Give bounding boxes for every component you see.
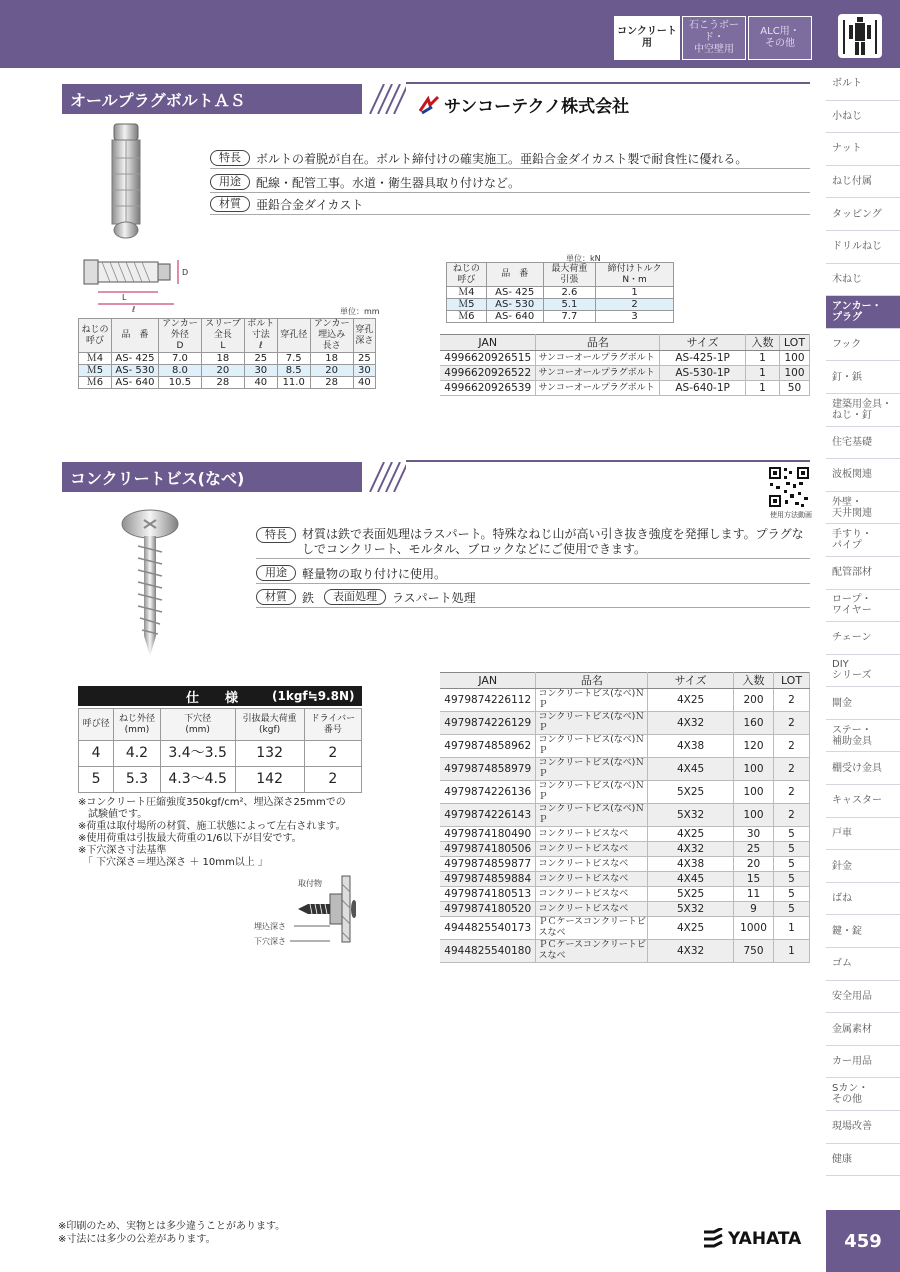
table-row xyxy=(440,804,810,827)
spec-note-line: 試験値です。 xyxy=(78,809,148,820)
feature-text-2: ラスパート処理 xyxy=(392,591,476,605)
load-unit: 単位：kN xyxy=(566,254,601,263)
table-row xyxy=(440,917,810,940)
table-cell: Ｍ5 xyxy=(79,365,112,377)
table-header-cell: サイズ xyxy=(648,673,734,689)
table-cell: 1 xyxy=(774,917,810,940)
table-cell: 4944825540173 xyxy=(440,917,536,940)
qr-caption: 使用方法動画 xyxy=(770,511,812,519)
spec-note-line: ※荷重は取付場所の材質、施工状態によって左右されます。 xyxy=(78,821,346,832)
sidebar-item[interactable]: フック xyxy=(826,329,900,362)
table-cell: 2.6 xyxy=(543,287,596,299)
table-header-cell: JAN xyxy=(440,335,536,351)
sidebar-item[interactable]: 健康 xyxy=(826,1144,900,1177)
table-cell: 20 xyxy=(734,857,774,872)
table-cell: コンクリートビス(なべ)ＮＰ xyxy=(536,758,648,781)
sidebar-item[interactable]: カー用品 xyxy=(826,1046,900,1079)
installation-diagram xyxy=(250,874,356,956)
table-header-cell: LOT xyxy=(779,335,809,351)
brand-logo xyxy=(702,1228,801,1250)
diagram-label-d: D xyxy=(182,268,189,277)
table-cell: 30 xyxy=(244,365,277,377)
table-cell: 4944825540180 xyxy=(440,940,536,963)
table-cell: AS-640-1P xyxy=(660,381,746,396)
table-cell: 50 xyxy=(779,381,809,396)
table-row xyxy=(440,689,810,712)
table-header-cell: 品名 xyxy=(536,335,660,351)
slash-decoration-icon xyxy=(362,84,406,114)
footer-note: ※寸法には多少の公差があります。 xyxy=(58,1234,216,1245)
feature-row xyxy=(256,565,446,582)
diagram-label-hole: 下穴深さ xyxy=(254,937,286,946)
tab-gypsum[interactable]: 石こうボード・ 中空壁用 xyxy=(682,16,746,60)
spec-note-line: ※下穴深さ寸法基準 xyxy=(78,845,167,856)
sidebar-item[interactable]: ナット xyxy=(826,133,900,166)
table-cell: 4979874226112 xyxy=(440,689,536,712)
feature-row xyxy=(210,196,363,213)
table-cell: 18 xyxy=(310,353,353,365)
table-row xyxy=(447,299,674,311)
table-cell: 4.3〜4.5 xyxy=(160,767,235,793)
diagram-label-fixture: 取付物 xyxy=(298,879,322,888)
table-cell: 4979874180490 xyxy=(440,827,536,842)
sidebar-item[interactable]: 木ねじ xyxy=(826,264,900,297)
table-row xyxy=(440,758,810,781)
tab-alc[interactable]: ALC用・ その他 xyxy=(748,16,812,60)
feature-label: 特長 xyxy=(210,150,250,166)
sidebar-item[interactable]: 安全用品 xyxy=(826,981,900,1014)
table-row xyxy=(440,781,810,804)
table-header-cell: ねじの 呼び xyxy=(447,263,487,287)
sidebar-item[interactable]: ばね xyxy=(826,883,900,916)
feature-divider xyxy=(256,583,810,584)
table-cell: 1 xyxy=(596,287,674,299)
sidebar-item[interactable]: タッピング xyxy=(826,198,900,231)
table-header-cell: サイズ xyxy=(660,335,746,351)
table-cell: コンクリートビスなべ xyxy=(536,842,648,857)
category-tabs xyxy=(614,16,812,60)
table-cell: 4979874226129 xyxy=(440,712,536,735)
table-cell: AS- 530 xyxy=(111,365,158,377)
table-cell: 100 xyxy=(734,758,774,781)
table-header-cell: 品 番 xyxy=(111,319,158,353)
table-row xyxy=(79,741,362,767)
table-row xyxy=(440,366,810,381)
sidebar-item[interactable]: 小ねじ xyxy=(826,101,900,134)
table-cell: 1 xyxy=(774,940,810,963)
feature-divider xyxy=(256,607,810,608)
table-header-cell: 締付けトルク N・m xyxy=(596,263,674,287)
table-cell: AS- 530 xyxy=(486,299,543,311)
table-cell: コンクリートビス(なべ)ＮＰ xyxy=(536,712,648,735)
table-cell: 4X25 xyxy=(648,827,734,842)
sidebar-item[interactable]: Sカン・ その他 xyxy=(826,1078,900,1111)
table-cell: 100 xyxy=(779,366,809,381)
page-header xyxy=(0,0,900,68)
feature-label: 特長 xyxy=(256,527,296,543)
sidebar-item[interactable]: 外壁・ 天井関連 xyxy=(826,492,900,525)
table-cell: 4979874859884 xyxy=(440,872,536,887)
table-row xyxy=(440,857,810,872)
spec-notes xyxy=(78,797,346,869)
table-cell: 100 xyxy=(734,781,774,804)
spec-title: 仕 様 xyxy=(186,690,239,706)
slash-decoration-icon xyxy=(362,462,406,492)
table-cell: AS- 425 xyxy=(111,353,158,365)
table-cell: 4979874226136 xyxy=(440,781,536,804)
table-cell: AS- 640 xyxy=(486,311,543,323)
table-cell: 4X25 xyxy=(648,689,734,712)
table-cell: 1000 xyxy=(734,917,774,940)
table-cell: コンクリートビス(なべ)ＮＰ xyxy=(536,804,648,827)
table-cell: 1 xyxy=(746,366,780,381)
spec-note-line: ※コンクリート圧縮強度350kgf/cm²、埋込深さ25mmでの xyxy=(78,797,346,808)
table-header-cell: 最大荷重 引張 xyxy=(543,263,596,287)
sidebar-item[interactable]: 建築用金具・ ねじ・釘 xyxy=(826,394,900,427)
table-cell: 7.5 xyxy=(277,353,310,365)
table-row xyxy=(79,767,362,793)
table-row xyxy=(440,940,810,963)
table-cell: 18 xyxy=(201,353,244,365)
table-header-cell: 入数 xyxy=(746,335,780,351)
sidebar-item[interactable]: 波板関連 xyxy=(826,459,900,492)
table-cell: 2 xyxy=(304,767,361,793)
table-cell: 4X38 xyxy=(648,735,734,758)
table-cell: 4979874859877 xyxy=(440,857,536,872)
table-row xyxy=(79,353,376,365)
table-row xyxy=(440,351,810,366)
table-cell: 4X45 xyxy=(648,872,734,887)
sidebar-item[interactable]: 金属素材 xyxy=(826,1013,900,1046)
table-header-cell: 引抜最大荷重 (kgf) xyxy=(235,709,304,741)
table-row xyxy=(440,712,810,735)
table-cell: 100 xyxy=(734,804,774,827)
page-number-text: 459 xyxy=(844,1230,882,1252)
footer-note: ※印刷のため、実物とは多少違うことがあります。 xyxy=(58,1221,286,1232)
feature-row xyxy=(256,527,812,557)
feature-divider xyxy=(210,214,810,215)
table-header-cell: 品 番 xyxy=(486,263,543,287)
jan-table-allplug xyxy=(440,334,810,396)
feature-text: 軽量物の取り付けに使用。 xyxy=(302,567,447,581)
table-cell: 3.4〜3.5 xyxy=(160,741,235,767)
sidebar-item[interactable]: ボルト xyxy=(826,68,900,101)
table-cell: 4X32 xyxy=(648,842,734,857)
sidebar-item[interactable]: 針金 xyxy=(826,850,900,883)
sidebar-item[interactable]: ロープ・ ワイヤー xyxy=(826,590,900,623)
table-row xyxy=(79,365,376,377)
sidebar-item[interactable]: アンカー・ プラグ xyxy=(826,296,900,329)
table-cell: 1 xyxy=(746,381,780,396)
table-cell: 2 xyxy=(774,689,810,712)
feature-text: 亜鉛合金ダイカスト xyxy=(256,198,364,212)
table-cell: AS- 425 xyxy=(486,287,543,299)
feature-label-2: 表面処理 xyxy=(324,589,386,605)
qr-code-icon[interactable] xyxy=(768,466,810,508)
category-figure-icon xyxy=(838,14,882,58)
table-cell: Ｍ4 xyxy=(447,287,487,299)
brand-name: YAHATA xyxy=(728,1229,802,1249)
footer-notes xyxy=(58,1220,285,1246)
table-cell: AS-530-1P xyxy=(660,366,746,381)
table-cell: 7.0 xyxy=(158,353,201,365)
maker-label: サンコーテクノ株式会社 xyxy=(444,97,630,117)
table-cell: 30 xyxy=(734,827,774,842)
table-header-cell: 入数 xyxy=(734,673,774,689)
table-row xyxy=(447,311,674,323)
table-row xyxy=(440,827,810,842)
table-cell: 11.0 xyxy=(277,377,310,389)
table-cell: 25 xyxy=(353,353,375,365)
table-cell: コンクリートビスなべ xyxy=(536,902,648,917)
sidebar-item[interactable]: 閘金 xyxy=(826,687,900,720)
table-header-cell: ドライバー 番号 xyxy=(304,709,361,741)
table-cell: 2 xyxy=(774,735,810,758)
table-cell: 142 xyxy=(235,767,304,793)
section-rule xyxy=(406,460,810,462)
table-cell: サンコーオールプラグボルト xyxy=(536,381,660,396)
table-row xyxy=(447,287,674,299)
table-cell: 2 xyxy=(774,758,810,781)
table-cell: 2 xyxy=(774,804,810,827)
table-cell: コンクリートビス(なべ)ＮＰ xyxy=(536,689,648,712)
table-header-cell: 下穴径 (mm) xyxy=(160,709,235,741)
table-cell: 8.0 xyxy=(158,365,201,377)
table-cell: コンクリートビスなべ xyxy=(536,857,648,872)
table-header-cell: ボルト 寸法 ℓ xyxy=(244,319,277,353)
table-cell: Ｍ4 xyxy=(79,353,112,365)
spec-note-line: ※使用荷重は引抜最大荷重の1/6以下が目安です。 xyxy=(78,833,302,844)
table-cell: 4.2 xyxy=(114,741,161,767)
sidebar-item[interactable]: キャスター xyxy=(826,785,900,818)
table-cell: 4979874858962 xyxy=(440,735,536,758)
table-header-cell: LOT xyxy=(774,673,810,689)
sidebar-item[interactable]: 現場改善 xyxy=(826,1111,900,1144)
table-cell: コンクリートビス(なべ)ＮＰ xyxy=(536,781,648,804)
table-cell: 5 xyxy=(774,902,810,917)
table-cell: Ｍ5 xyxy=(447,299,487,311)
table-cell: 4X45 xyxy=(648,758,734,781)
table-header-cell: 穿孔径 xyxy=(277,319,310,353)
table-row xyxy=(79,377,376,389)
spec-table xyxy=(78,708,362,793)
section-title-text: コンクリートビス(なべ) xyxy=(70,468,245,488)
feature-divider xyxy=(210,168,810,169)
table-cell: 3 xyxy=(596,311,674,323)
table-cell: 4979874226143 xyxy=(440,804,536,827)
table-cell: 4X38 xyxy=(648,857,734,872)
table-cell: ＰＣケースコンクリートビスなべ xyxy=(536,940,648,963)
table-cell: ＰＣケースコンクリートビスなべ xyxy=(536,917,648,940)
table-header-cell: JAN xyxy=(440,673,536,689)
table-cell: 2 xyxy=(304,741,361,767)
section-title-allplug xyxy=(62,84,362,114)
table-cell: 40 xyxy=(353,377,375,389)
page-number xyxy=(826,1210,900,1272)
table-cell: 5X25 xyxy=(648,887,734,902)
table-cell: AS- 640 xyxy=(111,377,158,389)
table-cell: 4996620926522 xyxy=(440,366,536,381)
diagram-label-embed: 埋込深さ xyxy=(254,922,286,931)
feature-text: ボルトの着脱が自在。ボルト締付けの確実施工。亜鉛合金ダイカスト製で耐食性に優れる。 xyxy=(256,152,748,166)
table-row xyxy=(440,902,810,917)
sanko-logo-icon xyxy=(418,95,440,115)
table-cell: 5 xyxy=(774,857,810,872)
table-cell: 7.7 xyxy=(543,311,596,323)
table-cell: 5 xyxy=(79,767,114,793)
table-cell: 28 xyxy=(201,377,244,389)
feature-divider xyxy=(256,558,810,559)
table-cell: 5 xyxy=(774,887,810,902)
dim-unit: 単位：mm xyxy=(340,307,380,316)
table-cell: 4979874180513 xyxy=(440,887,536,902)
sidebar-item[interactable]: ゴム xyxy=(826,948,900,981)
diagram-label-ell: ℓ xyxy=(132,305,136,314)
concrete-screw-photo xyxy=(118,506,182,658)
yahata-logo-icon xyxy=(702,1228,724,1250)
anchor-dimension-diagram xyxy=(78,252,198,314)
table-header-cell: 穿孔 深さ xyxy=(353,319,375,353)
table-cell: 5X32 xyxy=(648,902,734,917)
section-rule xyxy=(406,82,810,84)
feature-label: 用途 xyxy=(210,174,250,190)
table-cell: 5 xyxy=(774,872,810,887)
table-header-cell: アンカー 外径 D xyxy=(158,319,201,353)
table-header-cell: スリーブ 全長 L xyxy=(201,319,244,353)
sidebar-item[interactable]: チェーン xyxy=(826,622,900,655)
feature-label: 材質 xyxy=(256,589,296,605)
table-cell: 5X25 xyxy=(648,781,734,804)
feature-text: 配線・配管工事。水道・衛生器具取り付けなど。 xyxy=(256,176,521,190)
sidebar-item[interactable]: 住宅基礎 xyxy=(826,427,900,460)
table-row xyxy=(440,872,810,887)
table-cell: 28 xyxy=(310,377,353,389)
table-cell: 4979874180520 xyxy=(440,902,536,917)
sidebar-item[interactable]: 鍵・錠 xyxy=(826,915,900,948)
sidebar-item[interactable]: 戸車 xyxy=(826,818,900,851)
table-cell: 4X25 xyxy=(648,917,734,940)
table-cell: 4X32 xyxy=(648,940,734,963)
sidebar-item[interactable]: 釘・鋲 xyxy=(826,361,900,394)
load-table xyxy=(446,262,674,323)
table-cell: 1 xyxy=(746,351,780,366)
table-cell: 30 xyxy=(353,365,375,377)
table-header-cell: ねじ外径 (mm) xyxy=(114,709,161,741)
feature-label: 材質 xyxy=(210,196,250,212)
table-cell: 40 xyxy=(244,377,277,389)
table-cell: AS-425-1P xyxy=(660,351,746,366)
table-cell: 20 xyxy=(201,365,244,377)
spec-note-line: 「 下穴深さ＝埋込深さ ＋ 10mm以上 」 xyxy=(78,857,268,868)
table-header-cell: ねじの 呼び xyxy=(79,319,112,353)
table-cell: Ｍ6 xyxy=(79,377,112,389)
table-cell: 4979874180506 xyxy=(440,842,536,857)
table-cell: 11 xyxy=(734,887,774,902)
spec-note: (1kgf≒9.8N) xyxy=(272,689,355,703)
tab-concrete[interactable]: コンクリート用 xyxy=(614,16,680,60)
feature-divider xyxy=(210,192,810,193)
table-cell: 4 xyxy=(79,741,114,767)
sidebar-item[interactable]: DIY シリーズ xyxy=(826,655,900,688)
table-cell: 160 xyxy=(734,712,774,735)
table-cell: サンコーオールプラグボルト xyxy=(536,366,660,381)
table-cell: 5 xyxy=(774,842,810,857)
table-cell: 25 xyxy=(734,842,774,857)
table-row xyxy=(440,887,810,902)
feature-label: 用途 xyxy=(256,565,296,581)
table-cell: 8.5 xyxy=(277,365,310,377)
sidebar-item[interactable]: 棚受け金具 xyxy=(826,752,900,785)
table-cell: コンクリートビスなべ xyxy=(536,872,648,887)
table-cell: 10.5 xyxy=(158,377,201,389)
table-cell: コンクリートビス(なべ)ＮＰ xyxy=(536,735,648,758)
table-row xyxy=(440,735,810,758)
table-cell: 2 xyxy=(774,712,810,735)
feature-text: 材質は鉄で表面処理はラスパート。特殊なねじ山が高い引き抜き強度を発揮します。プラグなしでコンクリート、モルタル、ブロックなどにご使用できます。 xyxy=(302,527,804,556)
feature-row xyxy=(256,589,476,606)
table-cell: 9 xyxy=(734,902,774,917)
table-cell: 200 xyxy=(734,689,774,712)
table-cell: 15 xyxy=(734,872,774,887)
feature-text: 鉄 xyxy=(302,591,315,605)
table-cell: 4996620926515 xyxy=(440,351,536,366)
table-cell: Ｍ6 xyxy=(447,311,487,323)
dimension-table xyxy=(78,318,376,389)
table-cell: 4979874858979 xyxy=(440,758,536,781)
table-row xyxy=(440,381,810,396)
table-header-cell: 品名 xyxy=(536,673,648,689)
table-row xyxy=(440,842,810,857)
table-cell: 120 xyxy=(734,735,774,758)
section-title-concrete-screw xyxy=(62,462,362,492)
table-cell: 25 xyxy=(244,353,277,365)
sidebar-item[interactable]: ねじ付属 xyxy=(826,166,900,199)
jan-table-concrete-screw xyxy=(440,672,810,963)
table-cell: 4X32 xyxy=(648,712,734,735)
feature-row xyxy=(210,174,520,191)
maker-name xyxy=(418,92,629,117)
table-cell: 132 xyxy=(235,741,304,767)
table-cell: 5 xyxy=(774,827,810,842)
sidebar-item[interactable]: ドリルねじ xyxy=(826,231,900,264)
table-cell: 5X32 xyxy=(648,804,734,827)
table-cell: 4996620926539 xyxy=(440,381,536,396)
table-cell: サンコーオールプラグボルト xyxy=(536,351,660,366)
sidebar-item[interactable]: 手すり・ パイプ xyxy=(826,524,900,557)
table-cell: 20 xyxy=(310,365,353,377)
table-cell: 2 xyxy=(774,781,810,804)
spec-title-bar xyxy=(78,686,362,706)
sidebar-item[interactable]: ステー・ 補助金具 xyxy=(826,720,900,753)
sidebar-item[interactable]: 配管部材 xyxy=(826,557,900,590)
table-cell: 100 xyxy=(779,351,809,366)
table-cell: 5.3 xyxy=(114,767,161,793)
table-header-cell: 呼び径 xyxy=(79,709,114,741)
diagram-label-l: L xyxy=(122,293,127,302)
feature-row xyxy=(210,150,747,167)
table-cell: コンクリートビスなべ xyxy=(536,827,648,842)
table-cell: 2 xyxy=(596,299,674,311)
table-cell: 750 xyxy=(734,940,774,963)
category-sidebar xyxy=(826,68,900,1176)
table-cell: 5.1 xyxy=(543,299,596,311)
table-header-cell: アンカー 埋込み 長さ xyxy=(310,319,353,353)
anchor-bolt-photo xyxy=(104,118,148,246)
section-title-text: オールプラグボルトＡＳ xyxy=(70,90,246,110)
table-cell: コンクリートビスなべ xyxy=(536,887,648,902)
